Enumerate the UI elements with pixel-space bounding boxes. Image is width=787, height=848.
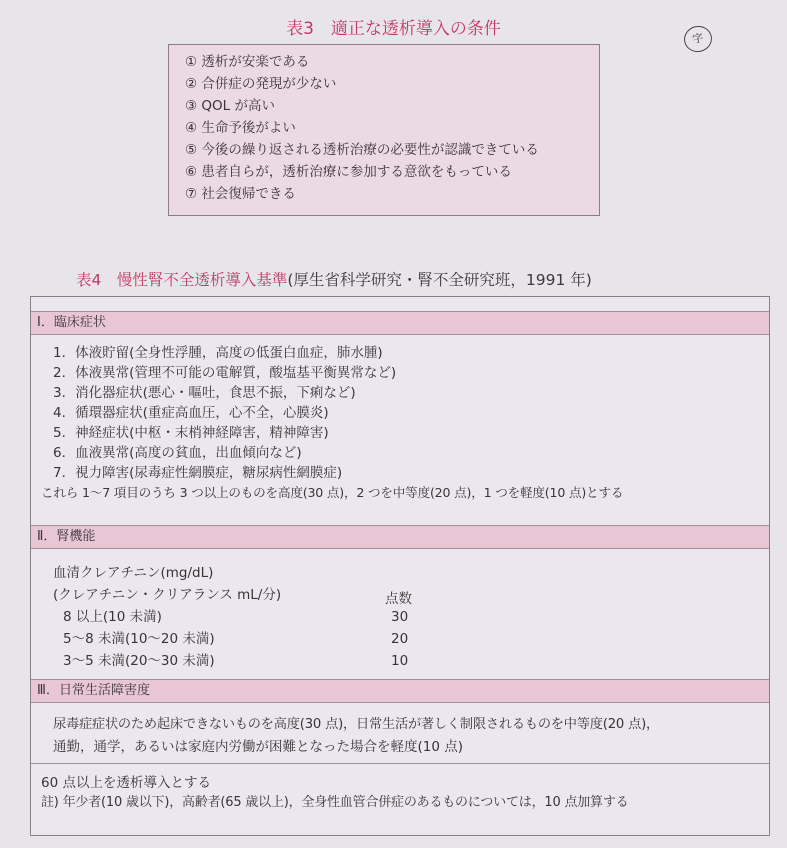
range-row: 8 以上(10 未満) — [63, 609, 162, 625]
section1-item: 2．体液異常(管理不可能の電解質，酸塩基平衡異常など) — [53, 365, 397, 381]
footer-divider — [31, 763, 769, 764]
section2-header: Ⅱ．腎機能 — [31, 525, 769, 549]
table3-box — [168, 44, 600, 216]
section1-item: 4．循環器症状(重症高血圧，心不全，心膜炎) — [53, 405, 329, 421]
table4-box — [30, 296, 770, 836]
section1-note: これら 1～7 項目のうち 3 つ以上のものを高度(30 点)，2 つを中等度(20 点)，1 つを軽度(10 点)とする — [41, 485, 624, 500]
footer-line1: 60 点以上を透析導入とする — [41, 775, 211, 791]
section3-line2: 通勤，通学，あるいは家庭内労働が困難となった場合を軽度(10 点) — [53, 739, 464, 755]
score-header: 点数 — [385, 591, 412, 607]
table3-item: ② 合併症の発現が少ない — [185, 76, 337, 92]
table3-item: ④ 生命予後がよい — [185, 120, 296, 136]
section3-line1: 尿毒症症状のため起床できないものを高度(30 点)，日常生活が著しく制限されるものを中等度(20 点)， — [53, 717, 659, 732]
range-row: 5～8 未満(10～20 未満) — [63, 631, 215, 647]
section1-item: 1．体液貯留(全身性浮腫，高度の低蛋白血症，肺水腫) — [53, 345, 383, 361]
table3-item: ⑤ 今後の繰り返される透析治療の必要性が認識できている — [185, 142, 539, 158]
range-row: 3～5 未満(20～30 未満) — [63, 653, 215, 669]
score-value: 30 — [391, 609, 409, 625]
section1-item: 6．血液異常(高度の貧血，出血傾向など) — [53, 445, 302, 461]
table3-list — [185, 51, 599, 205]
table3-title: 表3 適正な透析導入の条件 — [286, 19, 501, 39]
handwritten-mark: 字 — [682, 23, 715, 54]
table3-item: ① 透析が安楽である — [185, 54, 310, 70]
table4-title — [76, 268, 592, 290]
table3-item: ③ QOL が高い — [185, 98, 275, 114]
table3-item: ⑥ 患者自らが，透析治療に参加する意欲をもっている — [185, 164, 512, 180]
score-value: 20 — [391, 631, 409, 647]
table4-title-main: 表4 慢性腎不全透析導入基準 — [76, 271, 288, 289]
table4-source: (厚生省科学研究・腎不全研究班，1991 年) — [287, 271, 592, 289]
section1-item: 7．視力障害(尿毒症性網膜症，糖尿病性網膜症) — [53, 465, 343, 481]
section1-header: Ⅰ．臨床症状 — [31, 311, 769, 335]
section1-item: 5．神経症状(中枢・末梢神経障害，精神障害) — [53, 425, 329, 441]
creatinine-label: 血清クレアチニン(mg/dL) — [53, 565, 214, 581]
clearance-label: (クレアチニン・クリアランス mL/分) — [53, 587, 282, 603]
section1-item: 3．消化器症状(悪心・嘔吐，食思不振，下痢など) — [53, 385, 356, 401]
score-value: 10 — [391, 653, 409, 669]
section3-header: Ⅲ．日常生活障害度 — [31, 679, 769, 703]
table3-item: ⑦ 社会復帰できる — [185, 186, 296, 202]
footer-line2: 註) 年少者(10 歳以下)，高齢者(65 歳以上)，全身性血管合併症のあるものについては，10 点加算する — [41, 795, 629, 810]
